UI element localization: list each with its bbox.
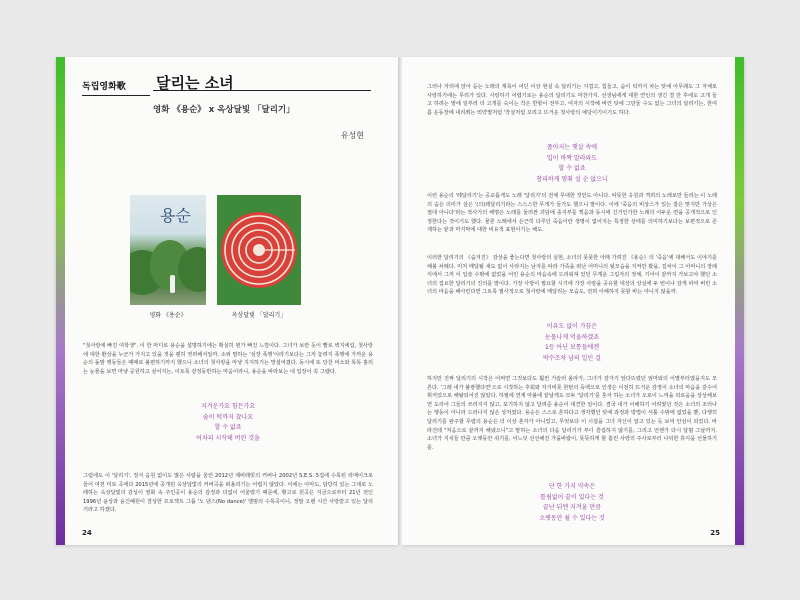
body-paragraph: 이런 용순의 '레달리기'는 공교롭게도 노래 '달리기'의 전체 무대한 것만도 아니다. 따뜻한 응원과 격려의 노래로만 들리는 이 노래의 숨은 의미가 살은 '(의)레달리기라는 스스스한 무게가 들가도 했으니 말이다. 이에 '죽음의 비상스가 있는 잘은 맞지만 가상은 절대 아니다'라는 작사가의 해명은 노래를 둘러싼 괴담에 종지부를 찍음과 동시에 긴거인가한 노래의 어두운 면을 공개적으로 인정한다는 것이기도 했다. 물론 노래에서 은근히 다루던 죽음이란 생명이 없어지는 특정한 상태를 의미하기보다는 보편적으로 존재하는 끝과 마지막에 대한 비유적 표현이기는 해도.: [427, 193, 717, 234]
album-cover-image: [217, 195, 301, 305]
target-rings: [219, 210, 299, 290]
lyric-line: 단 한 가지 약속은: [548, 483, 596, 490]
lyric-line: 이유도 없이 가끔은: [546, 323, 598, 330]
section-label: 독립영화歌: [82, 79, 150, 96]
lyric-quote: [427, 143, 717, 185]
body-paragraph: 하지만 진짜 달리기의 시작은 어쩌면 그것보다도 훨씬 거슬러 올라가, 그녀가 감가기 앞다뜨렸던 엄마와의 이별부터였을지도 모른다. '그래 내가 불쌍했다면'으로 시작하는 후회와 자기비롯 한탄의 독백으로 인생은 이전히 뜨거운 감정이 소녀의 마음을 갈수어 휘저었으로 해탈되어진 않았다. 하필에 연계 마불에 끝날게도 모두 '달리기'를 혼자 하는 소녀가 오로이 느껴을 외로움을 상상해보면 도리어 그들의 쓰러지지 않고, 포기하지 않고 달려준 용순이 대견한 일이다. 결국 내가 이해하기 어려웠던 것은 소녀의 조러나는 행동이 아니라 드러나지 않은 상처였다. 용순은 스스로 흔하다고 생각했던 탓에 과정과 방법이 서툴 수밖에 없었을 뿐, 다행히 달리기를 완주할 무렵의 용순은 더 이상 혼자가 아니었고, 무엇보다 이 시설을 그녀 자신이 알고 있는 듯 보여 안심이 되었다. 바라건데 "처음으로 끝까지 해냈으니"고 말하는 소녀의 다음 달리기가 부디 즐겁하지 않기를, 그리고 언젠가 다시 달릴 그날까지, 소녀가 지치들 만큼 오랫동안 쉬기를, 어느덧 선선해진 가을바람이, 뜻뜻하게 할 흠린 사랑의 주사로부터 나뒤한 휴식을 선물하기를.: [427, 376, 717, 451]
lyric-quote: [83, 402, 373, 444]
lyric-line: 창피하게 멈춰 설 순 없으니: [536, 175, 608, 183]
body-paragraph: 그러나 자리에 앉아 듣는 노래의 제목이 어딘 이상 현실 속 달리기는 지겹고, 힘들고, 숨이 턱까지 차는 탓에 아무래도 그 자체로 사랑하기에는 무리가 있다. 사랑하기 어렵기로는 용순의 달리기도 마찬가지. 선생님에게 대한 연인의 생긴 결 만 후에도 고개 들고 하려는 말에 일부러 더 고개를 숙이는 작은 반항이 전부고, 여자의 시작해 버린 탓에 그만둘 수도 없는 그녀의 달리기는, 한여름 운동장에 내리쬐는 뙤약볕처럼 '작살처럼 꼬리고 뜨거운 첫사랑의 예당이기이기도 하다.: [427, 84, 717, 116]
lyric-line: 박수조차 남의 일인 걸: [543, 354, 601, 362]
page-number: 24: [82, 529, 92, 537]
lyric-line: 좁아지는 햇살 속에: [546, 144, 598, 151]
lyric-quote: [427, 482, 717, 524]
poster-caption: 영화 《용순》: [149, 312, 187, 319]
color-stripe-left: [56, 57, 65, 545]
lyric-line: 끝난 뒤엔 지겨울 만큼: [543, 504, 601, 511]
left-page: [56, 57, 398, 545]
lyric-line: 눈물나게 억울하겠죠: [544, 333, 600, 341]
lyric-line: 숨이 턱까지 찼나요: [202, 413, 254, 421]
color-stripe-right: [735, 57, 744, 545]
lyric-quote: [427, 322, 717, 364]
lyric-line: 틀림없이 끝이 있다는 것: [540, 493, 604, 501]
lyric-line: 할 수 없죠: [558, 165, 586, 172]
page-number: 25: [710, 529, 720, 537]
poster-title: 용순: [160, 206, 191, 225]
author-name: 유성현: [340, 131, 364, 140]
body-paragraph: 그럼에도 이 '달리기', 정식 음원 없이도 많은 사람을 울린 2012년 제비래빗의 커버나 2002년 S.E.S. 5집에 수록된 리메이크로 들어 여전 미로 곡에다 2015년에 공개된 옥상달빛의 커버곡을 떠올리기는 어렵지 않았다. 이에는 아마도, 담당히 있는 그대로 노래하는 옥상달빛의 감성이 영화 속 주인공이 용순의 감정과 더없이 어울렸기 때문에, 황고로 원곡은 지금으로부터 21년 전인 1996년 윤상과 윤신혜원이 결성한 프로젝트 그룹 '노 댄스(No dance)' 앨범의 수록곡이니, 정말 오랜 시간 사랑받고 있는 달리기라고 하겠다.: [83, 473, 373, 514]
lyric-line: 지겨운가요 힘든가요: [200, 403, 256, 410]
tree-shape: [178, 247, 206, 292]
body-paragraph: 이러한 달리기의 《숨겨진》 감상을 좋는다면 첫사랑의 실현, 소녀의 풋풋한 아래 가려진 《용순》의 '죽음'에 대해서도 이야기를 해볼 차례다. 미처 매달될 새도 없이 사라지는 남자를 따라 가족을 떠난 어머니의 뒷모습을 지켜만 봤을, 집차이 그 어머니의 장례식에서 그저 이 입술 수밖에 없었을 어린 용순의 마음속에 드리워져 있던 무게운 그림자의 정체, 기어이 끝까지 가보고야 했던 소녀의 집요한 달리기의 진의를 말이다. 가장 사랑이 필요할 시기에 가장 사랑을 공유할 대상의 상실에 두 번이나 감게 파여 버린 소녀의 마음을 해아린다면 그토록 필사적으로 첫사랑에 매달리는 모습도, 전혀 이해하지 못할 바는 아니지 않을까.: [427, 255, 717, 296]
lyric-line: 오랫동안 쉴 수 있다는 것: [539, 514, 605, 522]
movie-poster-image: [130, 195, 206, 305]
lyric-line: 할 수 없죠: [214, 424, 242, 431]
lyric-line: 어차피 시작해 버린 것을: [196, 434, 260, 442]
lyric-line: 1등 아닌 보통들에겐: [544, 344, 599, 351]
title-rule: [153, 90, 371, 91]
body-paragraph: "첫사랑에 빠진 여학생". 이 한 마디로 용순을 설명하기에는 확실히 뭔가 빠진 느낌이다. 그녀가 보란 듯이 빨로 벽지에림, 첫사랑에 대한 환상을 누군가 가지고 있을 것을 괜히 엿려해서일까. 소위 말하는 '심장 폭행'이라기보다는 그저 놓려지 폭행에 가까운 용순의 돌발 행동들은 때때로 불편하기까지 했으니 소녀의 첫사랑을 마냥 지지하기는 망설여졌다. 동시에 또 당찬 비소와 똑똑 흘리는 눈물을 보면 마냥 공원하고 싶어지는, 이토록 감정동반하는 마음이라니, 용순을 바라보는 내 입장이 꼭 그랬다.: [83, 343, 373, 375]
lyric-line: 입이 바짝 말라와도: [546, 154, 598, 162]
right-page: [402, 57, 744, 545]
girl-figure: [170, 275, 175, 293]
article-subtitle: 영화 《용순》 x 옥상달빛 「달리기」: [153, 105, 295, 115]
article-title: 달리는 소녀: [156, 74, 234, 92]
album-caption: 옥상달빛 「달리기」: [231, 312, 287, 319]
